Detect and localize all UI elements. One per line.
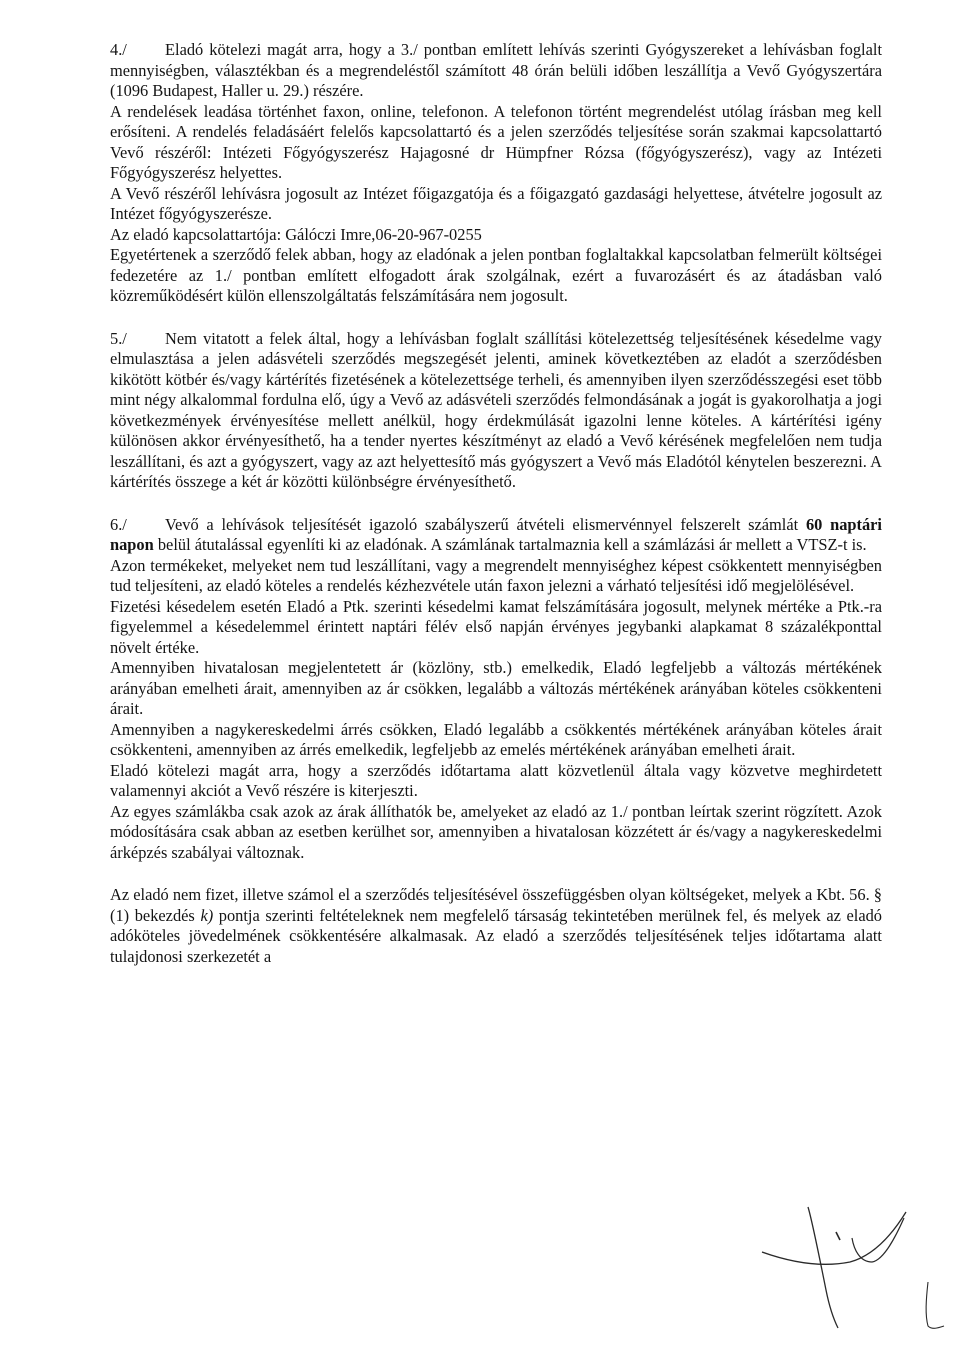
paragraph-text: belül átutalással egyenlíti ki az eladónak. A számlának tartalmaznia kell a számlázási ár mellett a VTSZ-t is. <box>153 535 867 554</box>
section-4-paragraph-1 <box>110 40 882 102</box>
paragraph-text: Eladó kötelezi magát arra, hogy a 3./ pontban említett lehívás szerinti Gyógyszereket a lehívásban foglalt mennyiségben, választékban és a megrendeléstől számított 48 órán belüli időben leszállítja a Vevő Gyógyszertára (1096 Budapest, Haller u. 29.) részére. <box>110 40 882 100</box>
signature-stroke <box>836 1232 840 1240</box>
section-6-paragraph-2: Azon termékeket, melyeket nem tud leszállítani, vagy a megrendelt mennyiséghez képest csökkentett mennyiségben tud teljesíteni, az eladó köteles a rendelés kézhezvétele után faxon jelezni a várható teljesítési idő megjelölésével. <box>110 555 882 595</box>
section-6-paragraph-5: Amennyiben a nagykereskedelmi árrés csökken, Eladó legalább a csökkentés mértékének arányában köteles árait csökkenteni, amennyiben az árrés emelkedik, legfeljebb az emelés mértékének arányában emelheti árait. <box>110 719 882 759</box>
section-5 <box>110 329 882 493</box>
payment-term-bold: 60 naptári napon <box>110 514 882 554</box>
section-4-paragraph-3: A Vevő részéről lehívásra jogosult az Intézet főigazgatója és a főigazgató gazdasági helyettese, átvételre jogosult az Intézet főgyógyszerésze. <box>110 183 882 223</box>
section-6-paragraph-6: Eladó kötelezi magát arra, hogy a szerződés időtartama alatt közvetlenül általa vagy közvetve meghirdetett valamennyi akciót a Vevő részére is kiterjeszti. <box>110 760 882 800</box>
signature-stroke <box>852 1218 904 1262</box>
section-6-paragraph-1 <box>110 515 882 556</box>
section-spacer <box>110 307 882 329</box>
section-number: 5./ <box>110 328 127 348</box>
section-4-paragraph-2: A rendelések leadása történhet faxon, online, telefonon. A telefonon történt megrendelést utólag írásban meg kell erősíteni. A rendelés feladásáért felelős kapcsolattartó és a jelen szerződés teljesítése során szakmai kapcsolattartó Vevő részéről: Intézeti Főgyógyszerész Hajagosné dr Hümpfner Rózsa (főgyógyszerész), vagy az Intézeti Főgyógyszerész helyettes. <box>110 101 882 182</box>
section-6-paragraph-8 <box>110 885 882 967</box>
document-page <box>110 40 882 967</box>
section-6-paragraph-3: Fizetési késedelem esetén Eladó a Ptk. szerinti késedelmi kamat felszámítására jogosult, melynek mértéke a Ptk.-ra figyelemmel a késedelemmel érintett naptári félév első napján érvényes jegybanki alapkamat 8 százalékponttal növelt értéke. <box>110 596 882 657</box>
section-number: 4./ <box>110 40 127 59</box>
paragraph-spacer <box>110 863 882 885</box>
clause-letter-italic: k) <box>200 905 214 925</box>
paragraph-text: Vevő a lehívások teljesítését igazoló szabályszerű átvételi elismervénnyel felszerelt számlát <box>165 514 806 534</box>
signature-stroke <box>926 1282 944 1328</box>
section-6-paragraph-4: Amennyiben hivatalosan megjelentetett ár (közlöny, stb.) emelkedik, Eladó legfeljebb a változás mértékének arányában emelheti árait, amennyiben az ár csökken, legalább a változás mértékének arányában köteles csökkenteni árait. <box>110 658 882 718</box>
section-4 <box>110 40 882 307</box>
paragraph-text: pontja szerinti feltételeknek nem megfelelő társaság tekintetében merülnek fel, és melyek az eladó adóköteles jövedelmének csökkentésére alkalmasak. Az eladó a szerződés teljesítésének teljes időtartama alatt tulajdonosi szerkezetét a <box>110 905 882 966</box>
signature-stroke <box>808 1207 838 1328</box>
paragraph-text: Nem vitatott a felek által, hogy a lehívásban foglalt szállítási kötelezettség teljesítésének késedelme vagy elmulasztása a jelen adásvételi szerződés megszegését jelenti, aminek következtében az eladót a szerződésben kikötött kötbér és/vagy kártérítés fizetésének a kötelezettsége terheli, és amennyiben ilyen szerződésszegési eset több mint négy alkalommal fordulna elő, úgy a Vevő az adásvételi szerződés felmondásának a jogát is gyakorolhatja a jogi következmények érvényesítése mellett anélkül, hogy érdekmúlását igazolni lenne köteles. A kártérítési igény különösen akkor érvényesíthető, ha a tender nyertes készítményt az eladó a Vevő kérésének megfelelően nem tudja leszállítani, és azt a gyógyszert, vagy az azt helyettesítő más gyógyszert a Vevő más Eladótól kénytelen beszerezni. A kártérítés összege a két ár közötti különbségre érvényesíthető. <box>110 328 882 491</box>
section-spacer <box>110 493 882 515</box>
section-number: 6./ <box>110 514 127 534</box>
section-4-paragraph-4: Az eladó kapcsolattartója: Gálóczi Imre,06-20-967-0255 <box>110 224 482 244</box>
section-6-paragraph-7: Az egyes számlákba csak azok az árak állíthatók be, amelyeket az eladó az 1./ pontban leírtak szerint rögzített. Azok módosítására csak abban az esetben kerülhet sor, amennyiben a hivatalosan közzétett ár és/vagy a nagykereskedelmi árképzés szabályai változnak. <box>110 801 882 862</box>
section-5-paragraph-1 <box>110 329 882 493</box>
section-6 <box>110 515 882 968</box>
signature-stroke <box>762 1212 906 1264</box>
paragraph-text: Az eladó nem fizet, illetve számol el a szerződés teljesítésével összefüggésben olyan költségeket, melyek a Kbt. 56. § (1) bekezdés <box>110 885 882 925</box>
section-4-paragraph-5: Egyetértenek a szerződő felek abban, hogy az eladónak a jelen pontban foglaltakkal kapcsolatban felmerült költségei fedezetére az 1./ pontban említett elfogadott árak szolgálnak, ezért a fuvarozásért és az átadásban való közreműködésért külön ellenszolgáltatás felszámítására nem jogosult. <box>110 245 882 305</box>
